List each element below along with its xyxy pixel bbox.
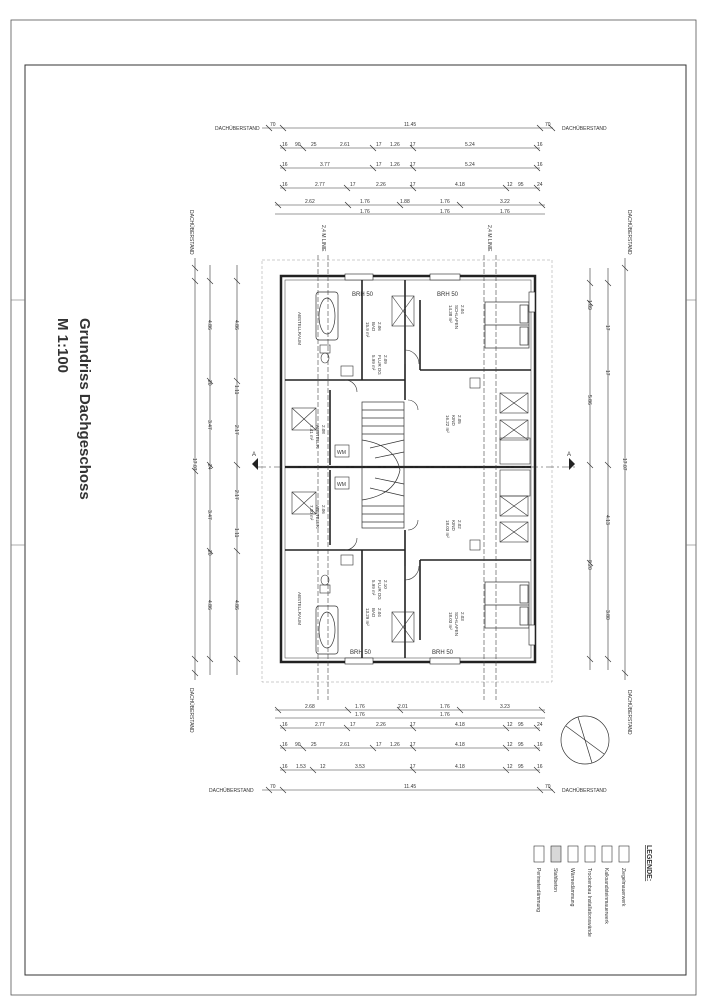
dim-label: 16 bbox=[282, 764, 288, 770]
dim-label: 8.20 bbox=[586, 560, 592, 570]
room-label bbox=[309, 425, 326, 449]
legend-swatch-ziegel bbox=[619, 846, 629, 862]
dim-label: 1.76 bbox=[440, 199, 450, 205]
dim-label: 17 bbox=[410, 142, 416, 148]
dim-right-inner-2 bbox=[604, 370, 610, 376]
furniture-kind-bottom bbox=[470, 470, 530, 550]
brh-label-bottom-left: BRH 50 bbox=[350, 650, 372, 656]
dim-label: 4.86 bbox=[233, 320, 239, 330]
overhang-label-right-top bbox=[626, 210, 633, 255]
dim-label: 24 bbox=[537, 722, 543, 728]
dim-label: 17 bbox=[604, 325, 610, 331]
dim-left-inner-3 bbox=[233, 425, 239, 435]
dim-label: 2.77 bbox=[315, 182, 325, 188]
section-label-right: A bbox=[567, 452, 572, 458]
toilet-top bbox=[320, 345, 353, 376]
dim-label: 25 bbox=[311, 142, 317, 148]
brh-label-bottom-right: BRH 50 bbox=[432, 650, 454, 656]
legend-swatches bbox=[534, 846, 629, 862]
dim-label: 1.76 bbox=[440, 704, 450, 710]
room-name: SCHLAFEN bbox=[454, 612, 459, 637]
dim-top-total: 11.45 bbox=[404, 122, 417, 128]
room-number: 2.08 bbox=[321, 425, 326, 434]
room-labels bbox=[309, 305, 465, 636]
room-label bbox=[445, 415, 462, 433]
room-label bbox=[365, 322, 382, 338]
dim-label: 4.18 bbox=[455, 742, 465, 748]
legend-title bbox=[645, 845, 652, 881]
dim-label: 2.61 bbox=[340, 142, 350, 148]
dim-label: 2.17 bbox=[233, 490, 239, 500]
dim-label: 17 bbox=[376, 162, 382, 168]
legend-item-label: Perimeterdämmung bbox=[535, 868, 541, 912]
dim-bottom-overhang-left: 70 bbox=[270, 784, 276, 790]
room-name: BAD bbox=[371, 322, 376, 332]
overhang-label-left-bottom-text: DACHÜBERSTAND bbox=[188, 688, 194, 733]
room-area: 16.22 m² bbox=[445, 415, 450, 433]
legend-item-label: Kalksandsteinmauerwerk bbox=[603, 868, 609, 924]
room-number: 2.02 bbox=[457, 520, 462, 529]
room-area: 14.38 m² bbox=[448, 305, 453, 323]
dim-label: 3.47 bbox=[206, 420, 212, 430]
room-name: FLUR DG bbox=[377, 580, 382, 600]
dim-label: 4.13 bbox=[604, 515, 610, 525]
room-area: 7.30 m² bbox=[309, 505, 314, 521]
dim-left-inner-5 bbox=[233, 528, 239, 538]
legend-title-text: LEGENDE: bbox=[645, 845, 652, 882]
dim-label: 1.88 bbox=[400, 199, 410, 205]
dim-right-inner-1 bbox=[604, 325, 610, 331]
dim-top-overhang-left: 70 bbox=[270, 122, 276, 128]
legend-swatch-waermedaemmung bbox=[568, 846, 578, 862]
dim-label: 17.07 bbox=[621, 458, 627, 471]
abstellraum-label-top-text: ABSTELLRAUM bbox=[297, 312, 302, 346]
overhang-label-bottom-right: DACHÜBERSTAND bbox=[562, 788, 607, 794]
dim-left-6 bbox=[206, 550, 212, 556]
bed-bottom bbox=[485, 582, 529, 628]
dim-label: 3.22 bbox=[500, 199, 510, 205]
washing-machine-top bbox=[335, 445, 349, 457]
room-number: 2.09 bbox=[383, 355, 388, 364]
legend-item-label: Wärmedämmung bbox=[569, 868, 575, 907]
dim-right-3 bbox=[604, 515, 610, 525]
dim-label: 1.26 bbox=[390, 162, 400, 168]
bottom-dimension-chains bbox=[262, 707, 555, 793]
dim-top-overhang-right: 70 bbox=[545, 122, 551, 128]
legend-item-label: Trockenbau Installationswände bbox=[586, 868, 592, 937]
overhang-label-right-bottom-text: DACHÜBERSTAND bbox=[626, 690, 632, 735]
overhang-label-right-top-text: DACHÜBERSTAND bbox=[626, 210, 632, 255]
room-number: 2.10 bbox=[383, 580, 388, 589]
interior-walls bbox=[285, 280, 531, 658]
dim-label: 2.77 bbox=[315, 722, 325, 728]
dim-left-2 bbox=[206, 380, 212, 386]
dim-label: 95 bbox=[518, 764, 524, 770]
sheet-title-block bbox=[54, 318, 93, 500]
legend-item-label: Ziegelmauerwerk bbox=[620, 868, 626, 907]
dim-left-inner-2 bbox=[233, 385, 239, 395]
staircase bbox=[362, 402, 404, 528]
dim-label: 95 bbox=[518, 742, 524, 748]
wm-label-bottom: WM bbox=[337, 482, 346, 488]
dim-label: 24 bbox=[537, 182, 543, 188]
dim-label: 3.23 bbox=[500, 704, 510, 710]
dim-label: 16 bbox=[537, 742, 543, 748]
roof-overhang-outline bbox=[262, 260, 552, 682]
room-number: 2.06 bbox=[321, 505, 326, 514]
room-area: 13.29 m² bbox=[365, 608, 370, 626]
section-label-left: A bbox=[252, 452, 257, 458]
overhang-label-bottom-left: DACHÜBERSTAND bbox=[209, 788, 254, 794]
abstellraum-label-bottom bbox=[297, 592, 302, 625]
dim-label: 16 bbox=[282, 742, 288, 748]
dim-label: 4.86 bbox=[206, 600, 212, 610]
legend-item-1 bbox=[620, 868, 626, 907]
room-number: 2.03 bbox=[460, 612, 465, 621]
dim-label: 1.89 bbox=[586, 300, 592, 310]
dim-label: 12 bbox=[507, 182, 513, 188]
dim-label: 95 bbox=[518, 722, 524, 728]
dim-label: 1.76 bbox=[500, 209, 510, 215]
dim-label: 2.61 bbox=[340, 742, 350, 748]
room-number: 2.05 bbox=[457, 415, 462, 424]
dim-right-2 bbox=[586, 395, 592, 405]
dim-label: 2.62 bbox=[305, 199, 315, 205]
dim-left-7 bbox=[206, 600, 212, 610]
washing-machine-bottom bbox=[335, 477, 349, 489]
dim-label: 16 bbox=[282, 142, 288, 148]
dim-left-1 bbox=[206, 320, 212, 330]
dim-bottom-total: 11.45 bbox=[404, 784, 417, 790]
outer-wall bbox=[281, 276, 535, 662]
dim-label: 24 bbox=[206, 464, 212, 470]
room-number: 2.04 bbox=[460, 305, 465, 314]
legend-swatch-kalksandstein bbox=[602, 846, 612, 862]
headroom-label-right-text: 2,4 M LINIE bbox=[486, 225, 492, 252]
dim-label: 12 bbox=[320, 764, 326, 770]
sheet-border-inner bbox=[25, 65, 686, 975]
dim-right-total bbox=[621, 458, 627, 471]
dim-label: 16 bbox=[537, 142, 543, 148]
skylights bbox=[292, 296, 414, 642]
dim-left-3 bbox=[206, 420, 212, 430]
room-area: 7.41 m² bbox=[309, 425, 314, 441]
dim-label: 1.76 bbox=[440, 209, 450, 215]
abstellraum-label-top bbox=[297, 312, 302, 345]
dim-label: 1.11 bbox=[233, 528, 239, 538]
dim-label: 1.53 bbox=[296, 764, 306, 770]
dim-label: 4.18 bbox=[455, 722, 465, 728]
room-label bbox=[448, 612, 465, 636]
dim-label: 1.26 bbox=[390, 742, 400, 748]
overhang-label-left-bottom bbox=[188, 688, 195, 733]
dim-label: 2.26 bbox=[376, 182, 386, 188]
dim-label: 3.53 bbox=[355, 764, 365, 770]
overhang-label-left-top-text: DACHÜBERSTAND bbox=[188, 210, 194, 255]
wm-label-top: WM bbox=[337, 450, 346, 456]
headroom-label-right bbox=[486, 225, 492, 252]
dim-right-4 bbox=[586, 560, 592, 570]
dim-label: 1.76 bbox=[355, 712, 365, 718]
dim-label: 17 bbox=[410, 162, 416, 168]
room-area: 5.99 m² bbox=[371, 580, 376, 596]
dim-label: 17.07 bbox=[191, 458, 197, 471]
overhang-label-top-right: DACHÜBERSTAND bbox=[562, 126, 607, 132]
room-label bbox=[365, 608, 382, 626]
room-name: ABSTELLR. bbox=[315, 425, 320, 450]
room-area: 15.9 m² bbox=[365, 322, 370, 338]
dim-label: 90 bbox=[295, 742, 301, 748]
dim-label: 1.26 bbox=[390, 142, 400, 148]
headroom-lines bbox=[318, 255, 496, 700]
dim-label: 17 bbox=[410, 182, 416, 188]
dim-label: 95 bbox=[518, 182, 524, 188]
dim-label: 5.86 bbox=[586, 395, 592, 405]
room-name: ABSTELLR. bbox=[315, 505, 320, 530]
legend-item-label: Stahlbeton bbox=[552, 868, 558, 892]
room-name: BAD bbox=[371, 608, 376, 618]
dim-label: 12 bbox=[507, 722, 513, 728]
room-label bbox=[371, 355, 388, 375]
room-name: KIND bbox=[451, 415, 456, 426]
dim-right-1 bbox=[586, 300, 592, 310]
legend-swatch-trockenbau bbox=[585, 846, 595, 862]
dim-left-inner-6 bbox=[233, 600, 239, 610]
sheet-scale: M 1:100 bbox=[54, 318, 71, 374]
headroom-label-left-text: 2,4 M LINIE bbox=[320, 225, 326, 252]
dim-label: 17 bbox=[376, 142, 382, 148]
sheet-title: Grundriss Dachgeschoss bbox=[76, 318, 93, 500]
room-name: SCHLAFEN bbox=[454, 305, 459, 330]
legend-item-6 bbox=[535, 868, 541, 912]
legend-swatch-stahlbeton bbox=[551, 846, 561, 862]
abstellraum-label-bottom-text: ABSTELLRAUM bbox=[297, 592, 302, 626]
room-number: 2.04 bbox=[377, 608, 382, 617]
left-dimension-chains bbox=[192, 258, 240, 680]
dim-label: 25 bbox=[311, 742, 317, 748]
dim-label: 3.80 bbox=[604, 610, 610, 620]
dim-label: 1.76 bbox=[355, 704, 365, 710]
legend-item-5 bbox=[552, 868, 558, 892]
headroom-label-left bbox=[320, 225, 326, 252]
dim-label: 4.86 bbox=[233, 600, 239, 610]
brh-label-top-left: BRH 50 bbox=[352, 292, 374, 298]
dim-label: 1.76 bbox=[360, 199, 370, 205]
dim-label: 1.76 bbox=[440, 712, 450, 718]
room-number: 2.06 bbox=[377, 322, 382, 331]
windows bbox=[345, 274, 535, 664]
dim-label: 16 bbox=[282, 162, 288, 168]
overhang-label-top-left: DACHÜBERSTAND bbox=[215, 126, 260, 132]
dim-label: 16 bbox=[282, 722, 288, 728]
dim-label: 20 bbox=[206, 380, 212, 386]
bed-top bbox=[485, 302, 529, 348]
dim-left-inner-1 bbox=[233, 320, 239, 330]
overhang-label-left-top bbox=[188, 210, 195, 255]
dim-label: 3.47 bbox=[206, 510, 212, 520]
legend-item-2 bbox=[603, 868, 609, 924]
dim-label: 2.68 bbox=[305, 704, 315, 710]
north-arrow-icon bbox=[561, 716, 609, 764]
dim-label: 20 bbox=[206, 550, 212, 556]
dim-label: 16 bbox=[537, 764, 543, 770]
room-label bbox=[445, 520, 462, 538]
dim-label: 5.24 bbox=[465, 142, 475, 148]
room-label bbox=[371, 580, 388, 600]
dim-label: 2.01 bbox=[398, 704, 408, 710]
dim-label: 17 bbox=[376, 742, 382, 748]
dim-bottom-overhang-right: 70 bbox=[545, 784, 551, 790]
dim-label: 16 bbox=[282, 182, 288, 188]
dim-label: 4.86 bbox=[206, 320, 212, 330]
furniture-kind-top bbox=[470, 378, 530, 464]
dim-label: 17 bbox=[410, 722, 416, 728]
dim-label: 90 bbox=[295, 142, 301, 148]
dim-label: 3.77 bbox=[320, 162, 330, 168]
dim-left-5 bbox=[206, 510, 212, 520]
dim-label: 4.18 bbox=[455, 182, 465, 188]
dim-label: 12 bbox=[507, 742, 513, 748]
room-area: 18.03 m² bbox=[448, 612, 453, 630]
bathtub-top bbox=[316, 292, 338, 340]
dim-label: 16 bbox=[537, 162, 543, 168]
dim-left-4 bbox=[206, 464, 212, 470]
dim-label: 2.17 bbox=[233, 425, 239, 435]
inner-wall-line bbox=[285, 280, 531, 658]
dim-right-5 bbox=[604, 610, 610, 620]
dim-label: 17 bbox=[410, 742, 416, 748]
room-name: FLUR DG bbox=[377, 355, 382, 375]
doors bbox=[345, 350, 419, 580]
dim-left-inner-4 bbox=[233, 490, 239, 500]
dim-label: 17 bbox=[410, 764, 416, 770]
dim-label: 17 bbox=[350, 182, 356, 188]
room-area: 18.03 m² bbox=[445, 520, 450, 538]
legend-item-3 bbox=[586, 868, 592, 937]
room-area: 5.99 m² bbox=[371, 355, 376, 371]
dim-label: 5.24 bbox=[465, 162, 475, 168]
dim-label: 17 bbox=[350, 722, 356, 728]
dim-label: 4.18 bbox=[455, 764, 465, 770]
legend-item-4 bbox=[569, 868, 575, 907]
dim-label: 1.11 bbox=[233, 385, 239, 395]
dim-label: 1.76 bbox=[360, 209, 370, 215]
room-name: KIND bbox=[451, 520, 456, 531]
toilet-bottom bbox=[320, 555, 353, 593]
brh-label-top-right: BRH 50 bbox=[437, 292, 459, 298]
dim-label: 17 bbox=[604, 370, 610, 376]
room-label bbox=[448, 305, 465, 329]
dim-label: 2.26 bbox=[376, 722, 386, 728]
dim-label: 12 bbox=[507, 764, 513, 770]
bathtub-bottom bbox=[316, 606, 338, 654]
overhang-label-right-bottom bbox=[626, 690, 633, 735]
dim-left-total bbox=[191, 458, 197, 471]
legend-swatch-perimeter bbox=[534, 846, 544, 862]
legend bbox=[534, 845, 652, 937]
room-label bbox=[309, 505, 326, 529]
